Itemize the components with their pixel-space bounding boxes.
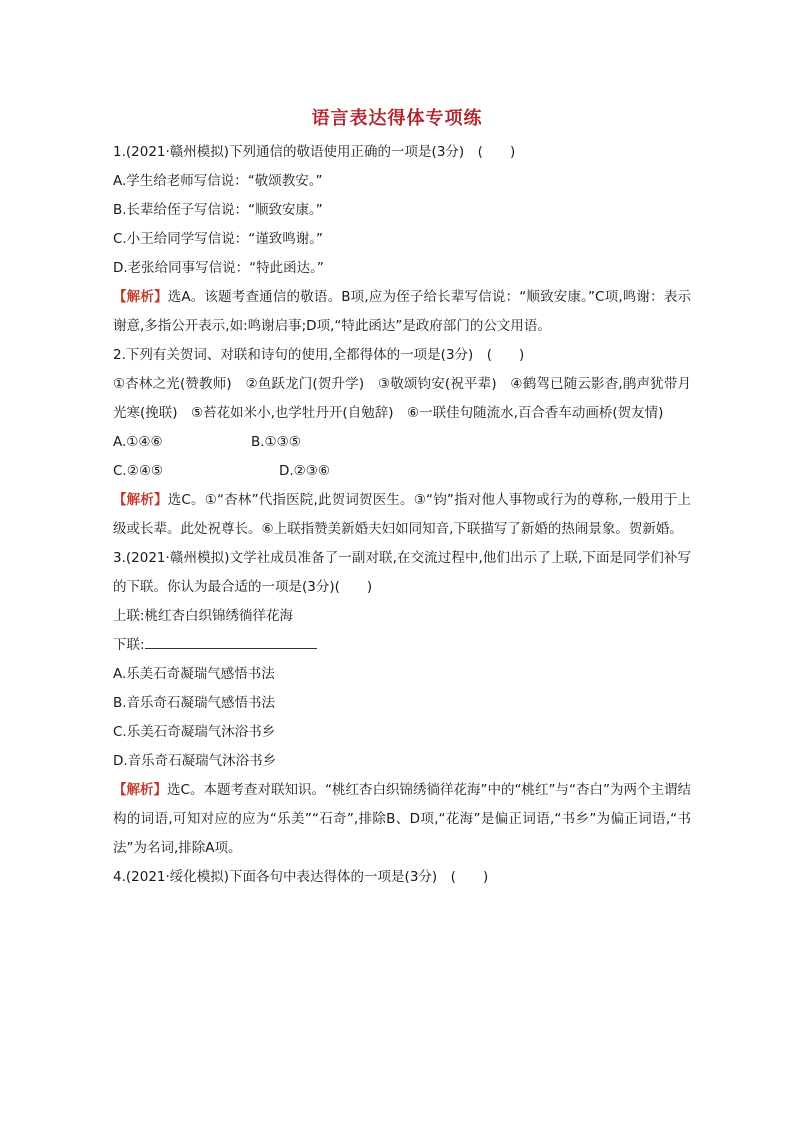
q3-upper-couplet: 上联:桃红杏白织锦绣徜徉花海 (113, 608, 294, 624)
analysis-tag: 【解析】 (113, 492, 168, 508)
q3-lower-couplet (113, 631, 691, 660)
analysis-tag: 【解析】 (113, 782, 168, 798)
q2-option-a: A.①④⑥ (113, 434, 163, 450)
q1-stem: 1.(2021·赣州模拟)下列通信的敬语使用正确的一项是(3分) ( ) (113, 144, 516, 160)
q2-stem: 2.下列有关贺词、对联和诗句的使用,全都得体的一项是(3分) ( ) (113, 347, 525, 363)
q2-option-b: B.①③⑤ (251, 434, 301, 450)
q2-option-c: C.②④⑤ (113, 463, 164, 479)
analysis-tag: 【解析】 (113, 289, 168, 305)
q2-analysis (113, 486, 691, 544)
q4-stem: 4.(2021·绥化模拟)下面各句中表达得体的一项是(3分) ( ) (113, 869, 489, 885)
q2-option-d: D.②③⑥ (279, 463, 330, 479)
q1-option-b: B.长辈给侄子写信说：“顺致安康。” (113, 202, 323, 218)
answer-blank (145, 634, 317, 649)
q2-analysis-text: 选C。①“杏林”代指医院,此贺词贺医生。③“钧”指对他人事物或行为的尊称,一般用于上级或长辈。此处祝尊长。⑥上联指赞美新婚夫妇如同知音,下联描写了新婚的热闹景象。贺新婚。 (113, 492, 691, 537)
q2-items: ①杏林之光(赞教师) ②鱼跃龙门(贺升学) ③敬颂钧安(祝平辈) ④鹤驾已随云影杳,鹃声犹带月光寒(挽联) ⑤苔花如米小,也学牡丹开(自勉辞) ⑥一联佳句随流水,百合香车动画桥(贺友情) (113, 376, 691, 421)
q3-option-a: A.乐美石奇凝瑞气感悟书法 (113, 666, 275, 682)
q3-analysis-text: 选C。本题考查对联知识。“桃红杏白织锦绣徜徉花海”中的“桃红”与“杏白”为两个主谓结构的词语,可知对应的应为“乐美”“石奇”,排除B、D项,“花海”是偏正词语,“书乡”为偏正词语,“书法”为名词,排除A项。 (113, 782, 692, 856)
q1-option-a: A.学生给老师写信说：“敬颂教安。” (113, 173, 323, 189)
exercise-content (113, 138, 691, 892)
page-title: 语言表达得体专项练 (311, 108, 483, 129)
q3-option-c: C.乐美石奇凝瑞气沐浴书乡 (113, 724, 276, 740)
q2-options-row-2 (113, 457, 691, 486)
q1-analysis-text: 选A。该题考查通信的敬语。B项,应为侄子给长辈写信说：“顺致安康。”C项,鸣谢：表示谢意,多指公开表示,如:鸣谢启事;D项,“特此函达”是政府部门的公文用语。 (113, 289, 692, 334)
q2-options-row-1 (113, 428, 691, 457)
q1-option-d: D.老张给同事写信说：“特此函达。” (113, 260, 324, 276)
q3-stem: 3.(2021·赣州模拟)文学社成员准备了一副对联,在交流过程中,他们出示了上联,下面是同学们补写的下联。你认为最合适的一项是(3分)( ) (113, 550, 691, 595)
q1-analysis (113, 283, 691, 341)
q3-option-b: B.音乐奇石凝瑞气感悟书法 (113, 695, 276, 711)
q3-lower-label: 下联: (113, 637, 145, 653)
q3-option-d: D.音乐奇石凝瑞气沐浴书乡 (113, 753, 277, 769)
q1-option-c: C.小王给同学写信说：“谨致鸣谢。” (113, 231, 323, 247)
q3-analysis (113, 776, 691, 863)
